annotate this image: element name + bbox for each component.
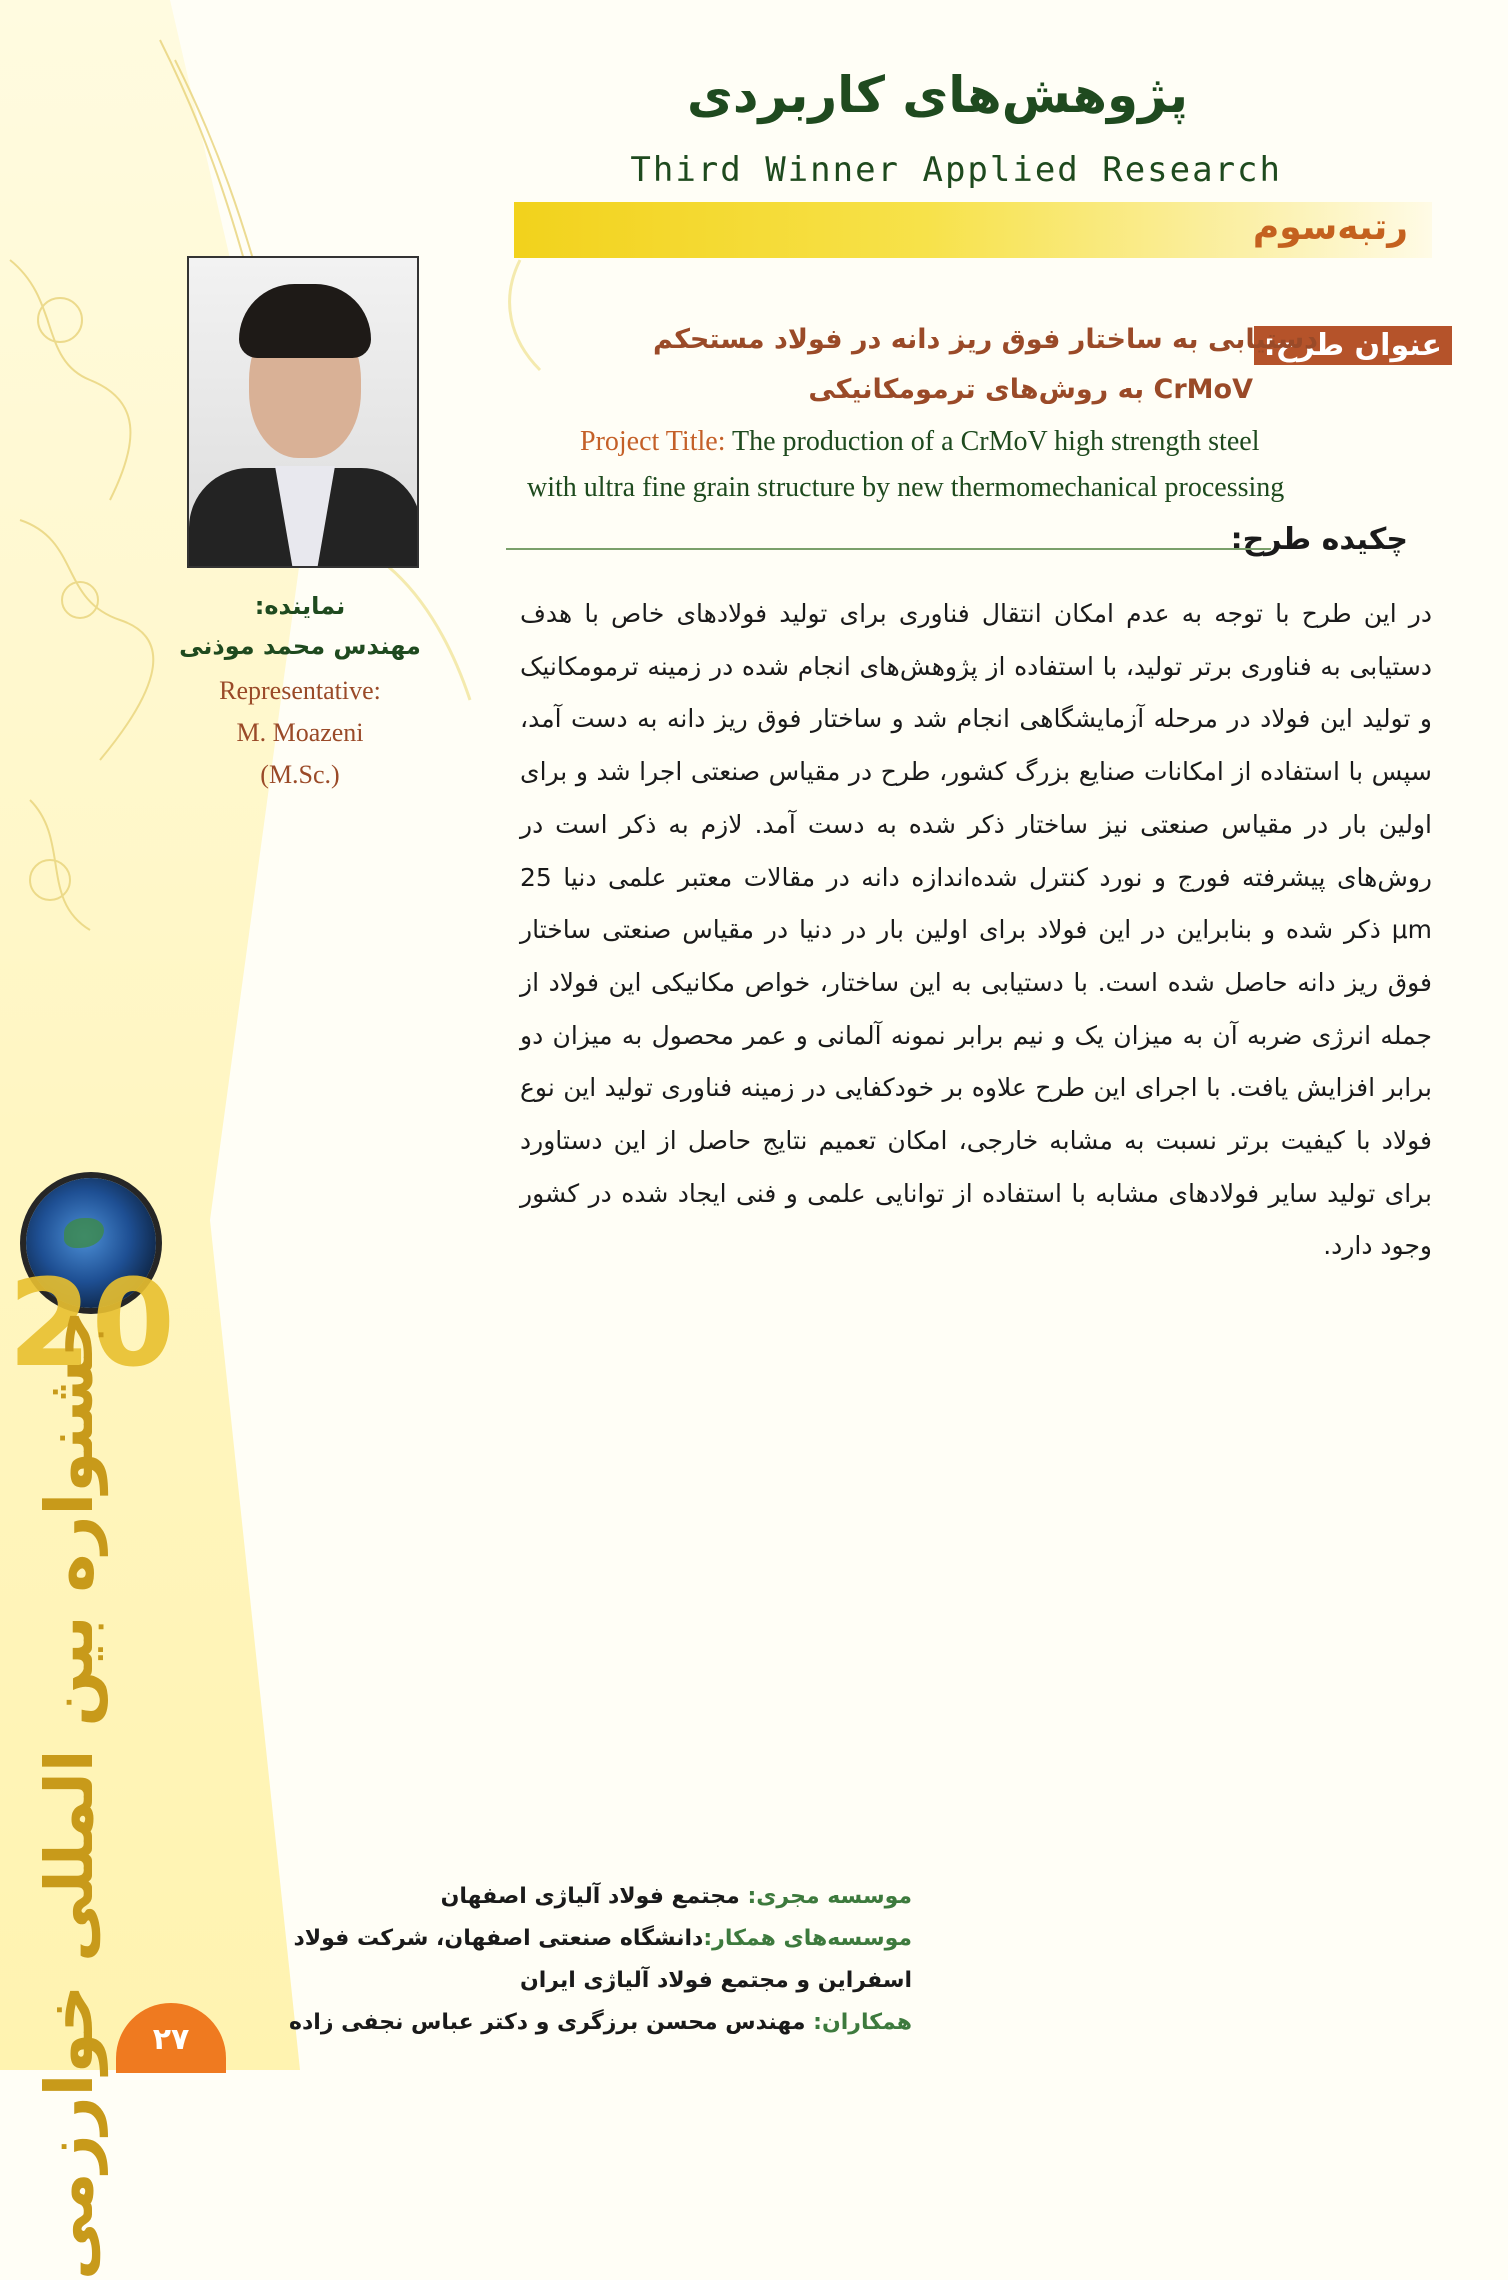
project-title-en-text1: The production of a CrMoV high strength steel — [731, 426, 1260, 457]
festival-vertical-title: جشنواره بین المللی خوارزمی — [31, 1310, 108, 2280]
abstract-body: در این طرح با توجه به عدم امکان انتقال فناوری برای تولید فولادهای خاص با هدف دستیابی به فناوری برتر تولید، با استفاده از پژوهش‌های انجام شده در زمینه ترمومکانیک و تولید این فولاد در مرحله آزمایشگاهی انجام شد و ساختار فوق ریز دانه به دست آمد، سپس با استفاده از امکانات صنایع بزرگ کشور، طرح در مقیاس صنعتی اجرا شد و برای اولین بار در مقیاس صنعتی نیز ساختار ذکر شده به دست آمد. لازم به ذکر است در روش‌های پیشرفته فورج و نورد کنترل شده‌اندازه دانه در مقالات معتبر علمی دنیا 25 μm ذکر شده و بنابراین در این فولاد برای اولین بار در دنیا در مقیاس صنعتی ساختار فوق ریز دانه حاصل شده است. با دستیابی به این ساختار، خواص مکانیکی این فولاد از جمله انرژی ضربه آن به میزان یک و نیم برابر نمونه آلمانی و عمر محصول به میزان دو برابر افزایش یافت. با اجرای این طرح علاوه بر خودکفایی در زمینه فناوری تولید این نوع فولاد با کیفیت برتر نسبت به مشابه خارجی، امکان تعمیم نتایج حاصل از این دستاورد برای تولید سایر فولادهای مشابه با استفاده از توانایی علمی و فنی ایجاد شده در کشور وجود دارد. — [520, 599, 1432, 1261]
representative-info — [150, 592, 450, 802]
section-subtitle: Third Winner Applied Research — [630, 150, 1282, 190]
rank-label: رتبه‌سوم — [1252, 207, 1408, 248]
colleagues-line — [272, 2002, 912, 2044]
project-title-fa-line1: دستیابی به ساختار فوق ریز دانه در فولاد مستحکم — [653, 324, 1318, 355]
project-title-en-line2: with ultra fine grain structure by new thermomechanical processing — [527, 472, 1285, 503]
executor-line — [272, 1876, 912, 1918]
representative-degree: (M.Sc.) — [260, 760, 340, 789]
representative-label-en: Representative: — [219, 676, 381, 705]
page-number: ۲۷ — [116, 2003, 226, 2073]
credits-footer — [272, 1876, 912, 2044]
colleagues-value: مهندس محسن برزگری و دکتر عباس نجفی زاده — [289, 2010, 806, 2035]
project-title-label: عنوان طرح: — [1254, 326, 1452, 365]
representative-photo — [187, 256, 419, 568]
representative-name-en: M. Moazeni — [236, 718, 364, 747]
project-title-fa-line2: CrMoV به روش‌های ترمومکانیکی — [808, 374, 1253, 405]
partners-label: موسسه‌های همکار: — [703, 1926, 912, 1951]
abstract-heading: چکیده طرح: — [1230, 522, 1408, 557]
executor-value: مجتمع فولاد آلیاژی اصفهان — [440, 1884, 740, 1909]
project-title-en-line1 — [580, 426, 1480, 458]
executor-label: موسسه مجری: — [747, 1884, 912, 1909]
section-title: پژوهش‌های کاربردی — [687, 66, 1188, 124]
project-title-en-label: Project Title: — [580, 426, 726, 457]
representative-label-fa: نماینده: — [254, 592, 346, 620]
representative-name-fa: مهندس محمد موذنی — [179, 632, 421, 660]
abstract-divider — [506, 548, 1271, 550]
partners-value-1: دانشگاه صنعتی اصفهان، شرکت فولاد — [293, 1926, 704, 1951]
partners-line-2: اسفراین و مجتمع فولاد آلیاژی ایران — [519, 1968, 912, 1993]
partners-line — [272, 1918, 912, 1960]
edition-number: 20 — [8, 1255, 175, 1394]
colleagues-label: همکاران: — [813, 2010, 912, 2035]
